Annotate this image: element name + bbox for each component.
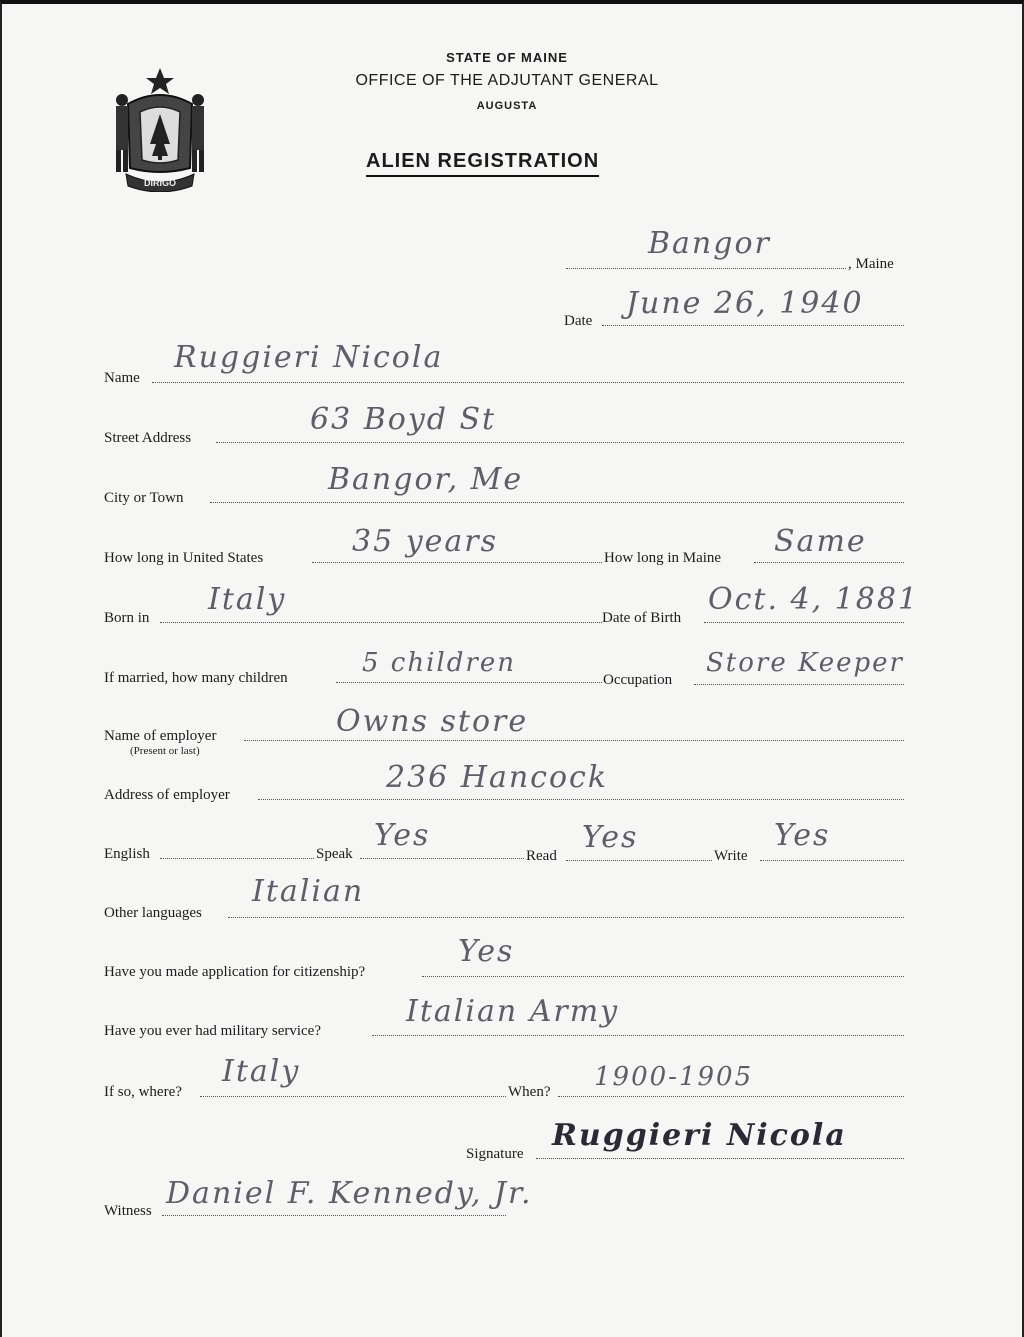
employer-address-line <box>258 799 904 800</box>
signature-line <box>536 1158 904 1159</box>
speak-value: Yes <box>374 818 431 853</box>
citizenship-label: Have you made application for citizenship? <box>104 964 366 980</box>
born-label: Born in <box>104 610 150 626</box>
location-suffix: , Maine <box>848 256 894 272</box>
employer-value: Owns store <box>336 704 529 739</box>
where-label: If so, where? <box>104 1084 182 1100</box>
street-value: 63 Boyd St <box>310 402 497 437</box>
city-value: Bangor, Me <box>328 462 524 497</box>
location-value: Bangor <box>648 226 771 261</box>
write-line <box>760 860 904 861</box>
when-value: 1900-1905 <box>594 1062 754 1092</box>
speak-line <box>360 858 524 859</box>
english-line <box>160 858 314 859</box>
military-value: Italian Army <box>406 994 620 1029</box>
children-value: 5 children <box>362 648 516 678</box>
us-years-line <box>312 562 602 563</box>
speak-label: Speak <box>316 846 353 862</box>
write-label: Write <box>714 848 748 864</box>
employer-label: Name of employer <box>104 728 217 744</box>
read-line <box>566 860 712 861</box>
employer-sublabel: (Present or last) <box>130 745 200 757</box>
seal-motto: DIRIGO <box>143 178 177 188</box>
maine-value: Same <box>774 524 867 559</box>
location-line <box>566 268 846 269</box>
occupation-value: Store Keeper <box>706 648 904 678</box>
military-label: Have you ever had military service? <box>104 1023 321 1039</box>
header-city: AUGUSTA <box>476 100 538 112</box>
header-state: STATE OF MAINE <box>446 50 568 65</box>
signature-value: Ruggieri Nicola <box>552 1118 847 1153</box>
read-label: Read <box>526 848 557 864</box>
us-years-label: How long in United States <box>104 550 264 566</box>
date-value: June 26, 1940 <box>626 286 864 321</box>
maine-label: How long in Maine <box>604 550 722 566</box>
header-office: OFFICE OF THE ADJUTANT GENERAL <box>355 72 659 89</box>
employer-line <box>244 740 904 741</box>
name-line <box>152 382 904 383</box>
city-label: City or Town <box>104 490 184 506</box>
maine-line <box>754 562 904 563</box>
name-value: Ruggieri Nicola <box>174 340 444 375</box>
when-label: When? <box>508 1084 551 1100</box>
state-seal-icon <box>106 64 214 192</box>
date-label: Date <box>564 313 593 329</box>
city-line <box>210 502 904 503</box>
name-label: Name <box>104 370 140 386</box>
where-line <box>200 1096 506 1097</box>
witness-line <box>162 1215 506 1216</box>
when-line <box>558 1096 904 1097</box>
street-line <box>216 442 904 443</box>
form-title: ALIEN REGISTRATION <box>366 150 599 177</box>
children-line <box>336 682 602 683</box>
born-line <box>160 622 602 623</box>
languages-value: Italian <box>252 874 365 909</box>
languages-label: Other languages <box>104 905 202 921</box>
languages-line <box>228 917 904 918</box>
write-value: Yes <box>774 818 831 853</box>
children-label: If married, how many children <box>104 670 288 686</box>
dob-label: Date of Birth <box>602 610 682 626</box>
where-value: Italy <box>222 1054 301 1089</box>
english-label: English <box>104 846 150 862</box>
read-value: Yes <box>582 820 639 855</box>
date-line <box>602 325 904 326</box>
us-years-value: 35 years <box>352 524 499 559</box>
occupation-label: Occupation <box>603 672 673 688</box>
citizenship-line <box>422 976 904 977</box>
witness-value: Daniel F. Kennedy, Jr. <box>166 1176 533 1211</box>
employer-address-value: 236 Hancock <box>386 760 609 795</box>
street-label: Street Address <box>104 430 192 446</box>
military-line <box>372 1035 904 1036</box>
employer-address-label: Address of employer <box>104 787 230 803</box>
occupation-line <box>694 684 904 685</box>
dob-value: Oct. 4, 1881 <box>708 582 920 617</box>
citizenship-value: Yes <box>458 934 515 969</box>
witness-label: Witness <box>104 1203 152 1219</box>
dob-line <box>704 622 904 623</box>
signature-label: Signature <box>466 1146 524 1162</box>
born-value: Italy <box>208 582 287 617</box>
